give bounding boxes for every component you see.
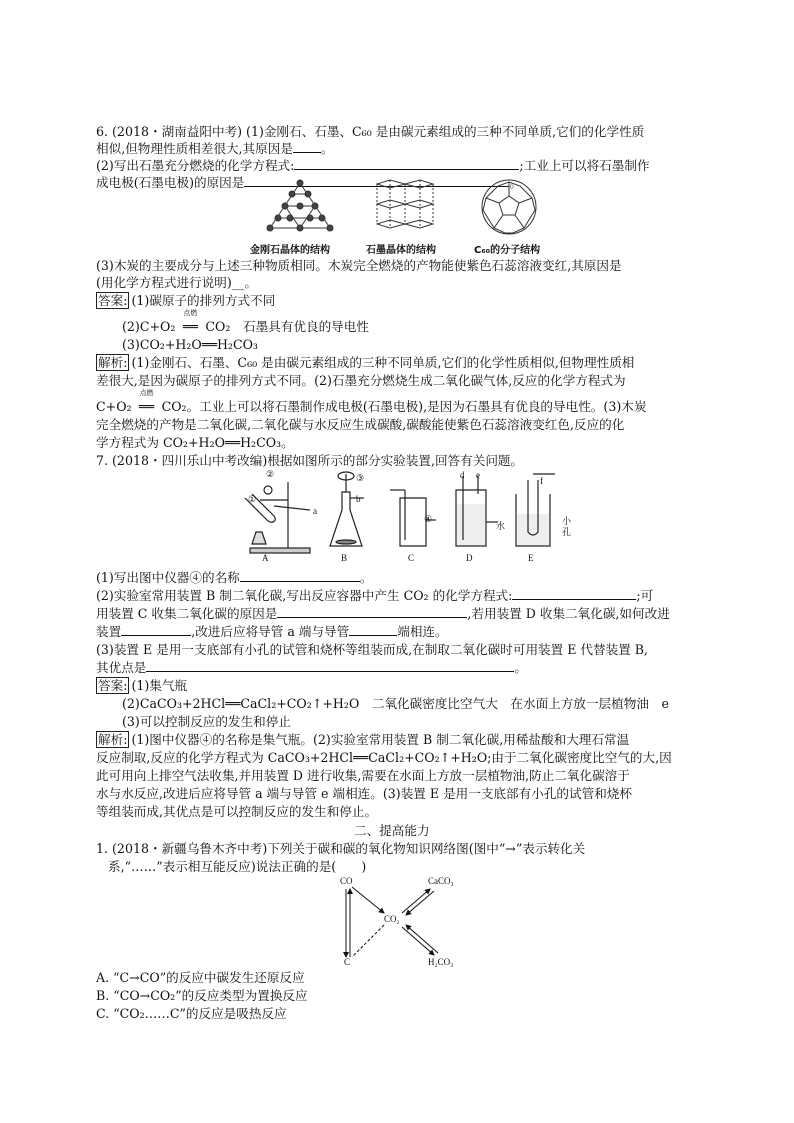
q6-line-5: (3)木炭的主要成分与上述三种物质相同。木炭完全燃烧的产物能使紫色石蕊溶液变红,其原因是	[96, 258, 622, 273]
graphite-structure-figure	[372, 178, 438, 236]
q7-explain-3: 此可用向上排空气法收集,并用装置 D 进行收集,需要在水面上方放一层植物油,防止二氧化碳溶于	[96, 768, 630, 783]
q6-explain-1: 解析: (1)金刚石、石墨、C₆₀ 是由碳元素组成的三种不同单质,它们的化学性质相似,但物理性质相	[98, 355, 635, 370]
q7-answer-2: (2)CaCO₃+2HCl══CaCl₂+CO₂↑+H₂O 二氧化碳密度比空气大 在水面上方放一层植物油 e	[122, 696, 669, 711]
label-f: f	[540, 476, 543, 486]
apparatus-label-c: C	[408, 553, 415, 563]
answer-tag: 答案:	[98, 678, 128, 693]
label-n1: ①	[248, 494, 257, 504]
label-hole-2: 孔	[562, 527, 572, 537]
node-co: CO	[340, 876, 353, 886]
answer-blank[interactable]	[349, 623, 397, 636]
label-n4: ④	[424, 514, 433, 524]
label-n3: ③	[356, 473, 365, 483]
q7-line-7: 其优点是 。	[96, 660, 527, 675]
q7-line-1: 7. (2018・四川乐山中考改编)根据如图所示的部分实验装置,回答有关问题。	[96, 453, 524, 468]
q1-option-a[interactable]: A. “C→CO”的反应中碳发生还原反应	[96, 970, 305, 985]
answer-blank[interactable]	[121, 623, 191, 636]
apparatus-label-d: D	[466, 553, 473, 563]
q7-line-6: (3)装置 E 是用一支底部有小孔的试管和烧杯等组装而成,在制取二氧化碳时可用装置 E 代替装置 B,	[96, 642, 649, 657]
answer-blank[interactable]	[240, 569, 360, 582]
q6-explain-2: 差很大,是因为碳原子的排列方式不同。(2)石墨充分燃烧生成二氧化碳气体,反应的化学方程式为	[96, 373, 626, 388]
q6-explain-4: 完全燃烧的产物是二氧化碳,二氧化碳与水反应生成碳酸,碳酸能使紫色石蕊溶液变红色,反应的化	[96, 417, 625, 432]
explain-tag: 解析:	[98, 355, 128, 370]
q1-line-1: 1. (2018・新疆乌鲁木齐中考)下列关于碳和碳的氧化物知识网络图(图中“→”表示转化关	[96, 841, 586, 856]
q7-explain-5: 等组装而成,其优点是可以控制反应的发生和停止。	[96, 804, 378, 819]
q6-answer-1: 答案: (1)碳原子的排列方式不同	[98, 293, 276, 308]
q1-option-c[interactable]: C. “CO₂……C”的反应是吸热反应	[96, 1006, 287, 1021]
c60-caption: C₆₀的分子结构	[474, 245, 541, 256]
apparatus-label-e: E	[528, 553, 534, 563]
graphite-caption: 石墨晶体的结构	[366, 245, 436, 256]
explain-tag: 解析:	[98, 732, 128, 747]
lab-apparatus-figure	[230, 470, 580, 566]
node-caco3: CaCO₃	[428, 876, 454, 886]
q7-line-2: (1)写出图中仪器④的名称 。	[96, 570, 373, 585]
condition-arrow: 点燃 ══	[182, 309, 198, 334]
q7-answer-1: 答案: (1)集气瓶	[98, 678, 188, 693]
answer-blank[interactable]	[294, 157, 519, 170]
q7-line-5: 装置 ,改进后应将导管 a 端与导管 端相连。	[96, 624, 448, 639]
q6-line-6: (用化学方程式进行说明)__。	[96, 275, 257, 290]
apparatus-label-a: A	[262, 553, 269, 563]
node-h2co3: H₂CO₃	[428, 957, 454, 967]
answer-tag: 答案:	[98, 293, 128, 308]
label-d: d	[460, 470, 465, 480]
answer-blank[interactable]	[512, 587, 636, 600]
q6-line-4: 成电极(石墨电极)的原因是 。	[96, 175, 522, 190]
q7-explain-1: 解析: (1)图中仪器④的名称是集气瓶。(2)实验室常用装置 B 制二氧化碳,用稀盐酸和大理石常温	[98, 732, 630, 747]
carbon-network-figure	[330, 875, 470, 970]
section-heading: 二、提高能力	[354, 823, 430, 838]
apparatus-label-b: B	[341, 553, 348, 563]
label-b: b	[356, 494, 361, 504]
answer-blank[interactable]	[146, 659, 514, 672]
q6-explain-3: C+O₂ 点燃 ══ CO₂。工业上可以将石墨制作成电极(石墨电极),是因为石墨具有优良的导电性。(3)木炭	[96, 389, 647, 414]
q6-answer-2: (2)C+O₂ 点燃 ══ CO₂ 石墨具有优良的导电性	[122, 309, 369, 334]
q7-explain-4: 水与水反应,改进后应将导管 a 端与导管 e 端相连。(3)装置 E 是用一支底部有小孔的试管和烧杯	[96, 786, 632, 801]
q1-option-b[interactable]: B. “CO→CO₂”的反应类型为置换反应	[96, 988, 308, 1003]
label-a: a	[313, 506, 317, 516]
diamond-structure-figure	[260, 178, 340, 238]
q6-line-1: 6. (2018・湖南益阳中考) (1)金刚石、石墨、C₆₀ 是由碳元素组成的三种不同单质,它们的化学性质	[96, 124, 645, 139]
q6-line-2: 相似,但物理性质相差很大,其原因是 。	[96, 141, 334, 156]
q6-answer-3: (3)CO₂+H₂O══H₂CO₃	[122, 337, 258, 352]
answer-blank[interactable]	[277, 605, 467, 618]
q7-line-3: (2)实验室常用装置 B 制二氧化碳,写出反应容器中产生 CO₂ 的化学方程式: ;可	[96, 588, 654, 603]
q7-answer-3: (3)可以控制反应的发生和停止	[122, 714, 291, 729]
q1-line-2: 系,“……”表示相互能反应)说法正确的是( )	[108, 859, 367, 874]
node-co2: CO₂	[384, 914, 400, 924]
label-hole-1: 小	[562, 516, 572, 526]
q7-line-4: 用装置 C 收集二氧化碳的原因是 ,若用装置 D 收集二氧化碳,如何改进	[96, 606, 670, 621]
c60-molecule-figure	[480, 178, 538, 236]
q6-line-3: (2)写出石墨充分燃烧的化学方程式: ;工业上可以将石墨制作	[96, 158, 650, 173]
q7-explain-2: 反应制取,反应的化学方程式为 CaCO₃+2HCl══CaCl₂+CO₂↑+H₂O;由于二氧化碳密度比空气的大,因	[96, 750, 672, 765]
answer-blank[interactable]	[293, 140, 321, 153]
label-n2: ②	[266, 469, 275, 479]
node-c: C	[344, 957, 351, 967]
label-water: 水	[496, 521, 506, 531]
label-e: e	[476, 470, 480, 480]
diamond-caption: 金刚石晶体的结构	[250, 245, 330, 256]
q6-explain-5: 学方程式为 CO₂+H₂O══H₂CO₃。	[96, 435, 294, 450]
